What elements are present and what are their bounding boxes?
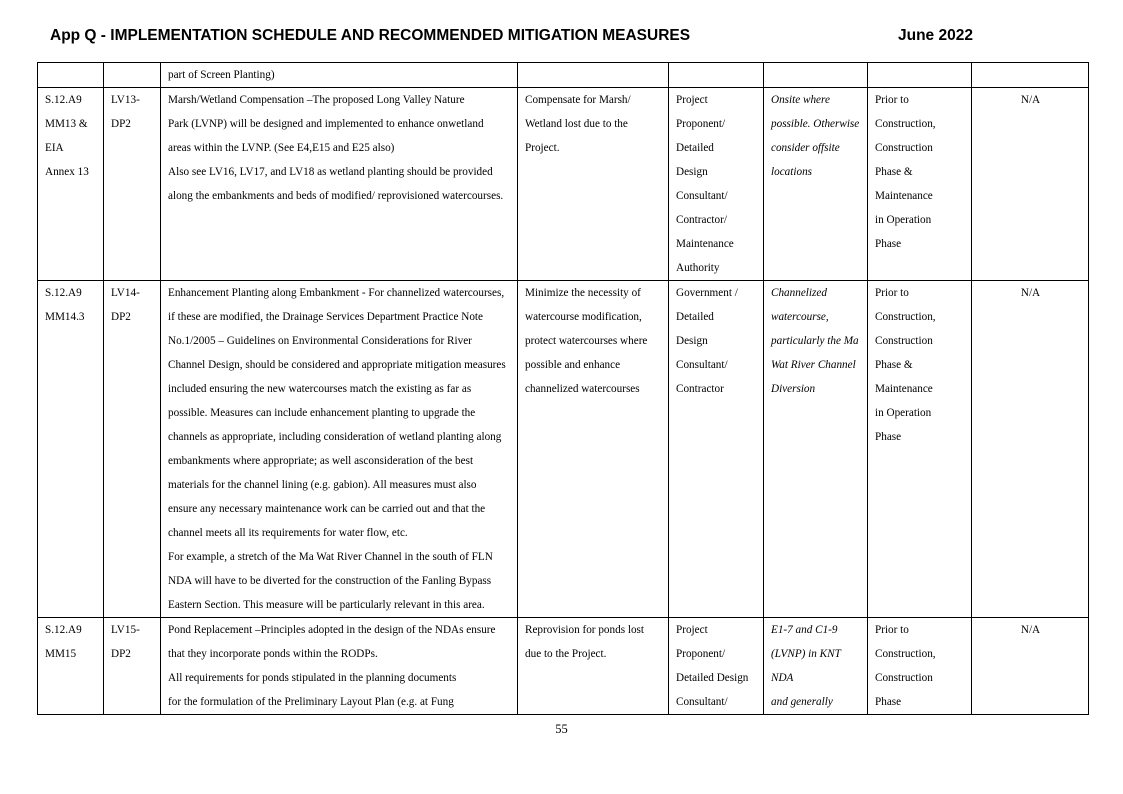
cell-text-line: S.12.A9 <box>45 287 82 299</box>
cell-text-line: E1-7 and C1-9 <box>771 624 838 636</box>
cell-text-line: DP2 <box>111 311 131 323</box>
eia-reference-cell <box>38 63 104 88</box>
cell-text-line: embankments where appropriate; as well asconsideration of the best <box>168 455 474 467</box>
cell-text-line: MM14.3 <box>45 311 85 323</box>
cell-text-line: Enhancement Planting along Embankment - For channelized watercourses, <box>168 287 505 299</box>
measure-id-cell <box>104 281 161 618</box>
cell-text-line: NDA will have to be diverted for the construction of the Fanling Bypass <box>168 575 492 587</box>
implementation-agent-cell <box>669 618 764 715</box>
cell-text-line: Detailed Design <box>676 672 749 684</box>
objective-cell <box>518 63 669 88</box>
cell-text-line: Proponent/ <box>676 648 726 660</box>
cell-text-line: protect watercourses where <box>525 335 648 347</box>
cell-text-line: Consultant/ <box>676 359 728 371</box>
timing-cell <box>868 281 972 618</box>
cell-text-line: that they incorporate ponds within the RODPs. <box>168 648 378 660</box>
cell-text-line: Authority <box>676 262 720 274</box>
cell-text-line: MM13 & <box>45 118 88 130</box>
mitigation-measure-cell <box>161 618 518 715</box>
cell-text-line: watercourse modification, <box>525 311 642 323</box>
mitigation-measure-cell <box>161 88 518 281</box>
schedule-row <box>38 88 1089 281</box>
cell-text-line: NDA <box>771 672 794 684</box>
cell-text-line: Channelized <box>771 287 827 299</box>
objective-cell <box>518 281 669 618</box>
cell-text-line: Wetland lost due to the <box>525 118 628 130</box>
cell-text-line: channel meets all its requirements for water flow, etc. <box>168 527 408 539</box>
cell-text-line: N/A <box>1020 94 1041 106</box>
cell-text-line: Construction, <box>875 118 936 130</box>
cell-text-line: LV14- <box>111 287 140 299</box>
page-header-date: June 2022 <box>898 27 973 44</box>
cell-text-line: DP2 <box>111 118 131 130</box>
cell-text-line: along the embankments and beds of modified/ reprovisioned watercourses. <box>168 190 504 202</box>
cell-text-line: Minimize the necessity of <box>525 287 641 299</box>
cell-text-line: Pond Replacement –Principles adopted in the design of the NDAs ensure <box>168 624 496 636</box>
cell-text-line: LV13- <box>111 94 140 106</box>
implementation-agent-cell <box>669 281 764 618</box>
cell-text-line: Prior to <box>875 624 909 636</box>
cell-text-line: in Operation <box>875 407 932 419</box>
cell-text-line: Proponent/ <box>676 118 726 130</box>
cell-text-line: Contractor/ <box>676 214 727 226</box>
cell-text-line: Design <box>676 335 708 347</box>
cell-text-line: (LVNP) in KNT <box>771 648 841 660</box>
cell-text-line: possible. Otherwise <box>771 118 860 130</box>
location-cell <box>764 63 868 88</box>
cell-text-line: if these are modified, the Drainage Services Department Practice Note <box>168 311 483 323</box>
location-cell <box>764 618 868 715</box>
measure-id-cell <box>104 88 161 281</box>
cell-text-line: Phase & <box>875 166 913 178</box>
cell-text-line: Prior to <box>875 94 909 106</box>
cell-text-line: Detailed <box>676 142 714 154</box>
cell-text-line: N/A <box>1020 624 1041 636</box>
schedule-row <box>38 618 1089 715</box>
cell-text-line: Construction, <box>875 648 936 660</box>
cell-text-line: LV15- <box>111 624 140 636</box>
cell-text-line: Phase & <box>875 359 913 371</box>
cell-text-line: Phase <box>875 431 902 443</box>
cell-text-line: MM15 <box>45 648 77 660</box>
cell-text-line: DP2 <box>111 648 131 660</box>
cell-text-line: Consultant/ <box>676 696 728 708</box>
cell-text-line: included ensuring the new watercourses match the existing as far as <box>168 383 472 395</box>
cell-text-line: for the formulation of the Preliminary Layout Plan (e.g. at Fung <box>168 696 454 708</box>
implementation-agent-cell <box>669 88 764 281</box>
timing-cell <box>868 88 972 281</box>
status-cell <box>972 281 1089 618</box>
page-header-title: App Q - IMPLEMENTATION SCHEDULE AND RECOMMENDED MITIGATION MEASURES <box>50 27 691 44</box>
cell-text-line: Project <box>676 624 708 636</box>
cell-text-line: Design <box>676 166 708 178</box>
measure-id-cell <box>104 618 161 715</box>
cell-text-line: possible and enhance <box>525 359 621 371</box>
cell-text-line: Contractor <box>676 383 724 395</box>
location-cell <box>764 281 868 618</box>
cell-text-line: Phase <box>875 696 902 708</box>
cell-text-line: consider offsite <box>771 142 840 154</box>
timing-cell <box>868 63 972 88</box>
measure-id-cell <box>104 63 161 88</box>
cell-text-line: in Operation <box>875 214 932 226</box>
cell-text-line: Marsh/Wetland Compensation –The proposed Long Valley Nature <box>168 94 465 106</box>
location-cell <box>764 88 868 281</box>
cell-text-line: Park (LVNP) will be designed and implemented to enhance onwetland <box>168 118 484 130</box>
cell-text-line: particularly the Ma <box>771 335 859 347</box>
mitigation-measure-cell <box>161 281 518 618</box>
cell-text-line: Wat River Channel <box>771 359 856 371</box>
cell-text-line: Government / <box>676 287 738 299</box>
cell-text-line: Maintenance <box>875 383 933 395</box>
cell-text-line: materials for the channel lining (e.g. gabion). All measures must also <box>168 479 477 491</box>
cell-text-line: Detailed <box>676 311 714 323</box>
cell-text-line: Phase <box>875 238 902 250</box>
cell-text-line: ensure any necessary maintenance work can be carried out and that the <box>168 503 486 515</box>
cell-text-line: EIA <box>45 142 64 154</box>
cell-text-line: N/A <box>1020 287 1041 299</box>
cell-text-line: Diversion <box>771 383 816 395</box>
implementation-agent-cell <box>669 63 764 88</box>
cell-text-line: Project <box>676 94 708 106</box>
cell-text-line: Reprovision for ponds lost <box>525 624 645 636</box>
eia-reference-cell <box>38 618 104 715</box>
schedule-table-body <box>38 63 1089 715</box>
cell-text-line: Prior to <box>875 287 909 299</box>
status-cell <box>972 88 1089 281</box>
cell-text-line: For example, a stretch of the Ma Wat River Channel in the south of FLN <box>168 551 493 563</box>
schedule-row <box>38 63 1089 88</box>
cell-text-line: Maintenance <box>875 190 933 202</box>
schedule-row <box>38 281 1089 618</box>
page-number: 55 <box>555 722 568 736</box>
eia-reference-cell <box>38 281 104 618</box>
cell-text-line: channels as appropriate, including consideration of wetland planting along <box>168 431 502 443</box>
cell-text-line: Annex 13 <box>45 166 89 178</box>
implementation-schedule-table <box>37 62 1089 715</box>
cell-text-line: channelized watercourses <box>525 383 640 395</box>
objective-cell <box>518 618 669 715</box>
cell-text-line: Channel Design, should be considered and appropriate mitigation measures <box>168 359 506 371</box>
cell-text-line: Consultant/ <box>676 190 728 202</box>
cell-text-line: Maintenance <box>676 238 734 250</box>
objective-cell <box>518 88 669 281</box>
cell-text-line: and generally <box>771 696 833 708</box>
cell-text-line: areas within the LVNP. (See E4,E15 and E25 also) <box>168 142 395 154</box>
cell-text-line: All requirements for ponds stipulated in the planning documents <box>168 672 457 684</box>
cell-text-line: Construction <box>875 335 933 347</box>
cell-text-line: S.12.A9 <box>45 624 82 636</box>
cell-text-line: locations <box>771 166 813 178</box>
cell-text-line: possible. Measures can include enhancement planting to upgrade the <box>168 407 476 419</box>
cell-text-line: Also see LV16, LV17, and LV18 as wetland planting should be provided <box>168 166 493 178</box>
cell-text-line: Construction, <box>875 311 936 323</box>
cell-text-line: part of Screen Planting) <box>168 69 275 81</box>
mitigation-measure-cell <box>161 63 518 88</box>
cell-text-line: Eastern Section. This measure will be particularly relevant in this area. <box>168 599 485 611</box>
status-cell <box>972 618 1089 715</box>
cell-text-line: Construction <box>875 142 933 154</box>
timing-cell <box>868 618 972 715</box>
eia-reference-cell <box>38 88 104 281</box>
cell-text-line: watercourse, <box>771 311 829 323</box>
cell-text-line: Construction <box>875 672 933 684</box>
cell-text-line: due to the Project. <box>525 648 607 660</box>
cell-text-line: Compensate for Marsh/ <box>525 94 631 106</box>
cell-text-line: S.12.A9 <box>45 94 82 106</box>
cell-text-line: Project. <box>525 142 560 154</box>
cell-text-line: No.1/2005 – Guidelines on Environmental Considerations for River <box>168 335 472 347</box>
status-cell <box>972 63 1089 88</box>
cell-text-line: Onsite where <box>771 94 830 106</box>
